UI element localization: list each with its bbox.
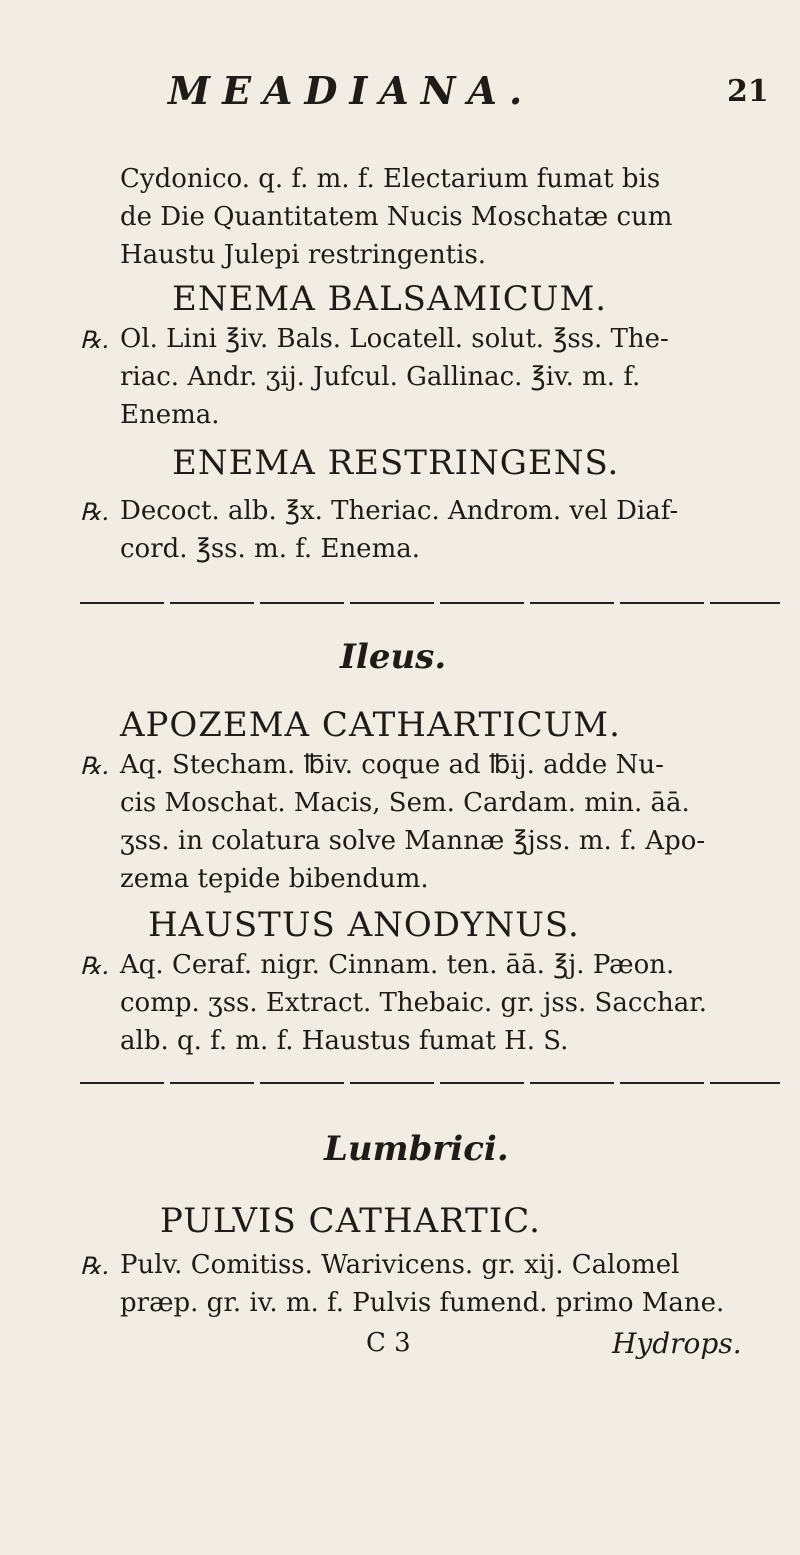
text-line: riac. Andr. ʒij. Jufcul. Gallinac. ℥iv. m. f. [120, 362, 641, 392]
recipe-symbol: ℞. [80, 326, 110, 354]
recipe-symbol: ℞. [80, 1252, 110, 1280]
recipe-heading: APOZEMA CATHARTICUM. [120, 705, 621, 745]
recipe-symbol: ℞. [80, 952, 110, 980]
text-line: Ol. Lini ℥iv. Bals. Locatell. solut. ℥ss. The- [120, 324, 669, 354]
text-line: cis Moschat. Macis, Sem. Cardam. min. āā. [120, 788, 690, 818]
recipe-heading: PULVIS CATHARTIC. [160, 1201, 541, 1241]
running-head: MEADIANA. [168, 68, 535, 113]
text-line: ʒss. in colatura solve Mannæ ℥jss. m. f. Apo- [120, 826, 706, 856]
text-line: Pulv. Comitiss. Warivicens. gr. xij. Calomel [120, 1250, 680, 1280]
text-line: Haustu Julepi restringentis. [120, 240, 487, 270]
text-line: comp. ʒss. Extract. Thebaic. gr. jss. Sacchar. [120, 988, 708, 1018]
text-line: de Die Quantitatem Nucis Moschatæ cum [120, 202, 673, 232]
page-number: 21 [727, 74, 769, 109]
section-divider [80, 1082, 780, 1084]
text-line: Enema. [120, 400, 220, 430]
text-line: Decoct. alb. ℥x. Theriac. Androm. vel Diaf- [120, 496, 679, 526]
text-line: Cydonico. q. f. m. f. Electarium fumat bis [120, 164, 661, 194]
text-line: præp. gr. iv. m. f. Pulvis fumend. primo Mane. [120, 1288, 725, 1318]
recipe-symbol: ℞. [80, 498, 110, 526]
text-line: Aq. Ceraf. nigr. Cinnam. ten. āā. ℥j. Pæon. [120, 950, 675, 980]
recipe-symbol: ℞. [80, 752, 110, 780]
text-line: cord. ℥ss. m. f. Enema. [120, 534, 420, 564]
text-line: Aq. Stecham. ℔iv. coque ad ℔ij. adde Nu- [120, 750, 664, 780]
text-line: alb. q. f. m. f. Haustus fumat H. S. [120, 1026, 569, 1056]
recipe-heading: HAUSTUS ANODYNUS. [148, 905, 580, 945]
section-title: Lumbrici. [324, 1129, 509, 1169]
section-title: Ileus. [340, 637, 447, 677]
recipe-heading: ENEMA RESTRINGENS. [172, 443, 620, 483]
signature-mark: C 3 [366, 1328, 411, 1358]
text-line: zema tepide bibendum. [120, 864, 429, 894]
catchword: Hydrops. [612, 1327, 742, 1360]
recipe-heading: ENEMA BALSAMICUM. [172, 279, 608, 319]
section-divider [80, 602, 780, 604]
